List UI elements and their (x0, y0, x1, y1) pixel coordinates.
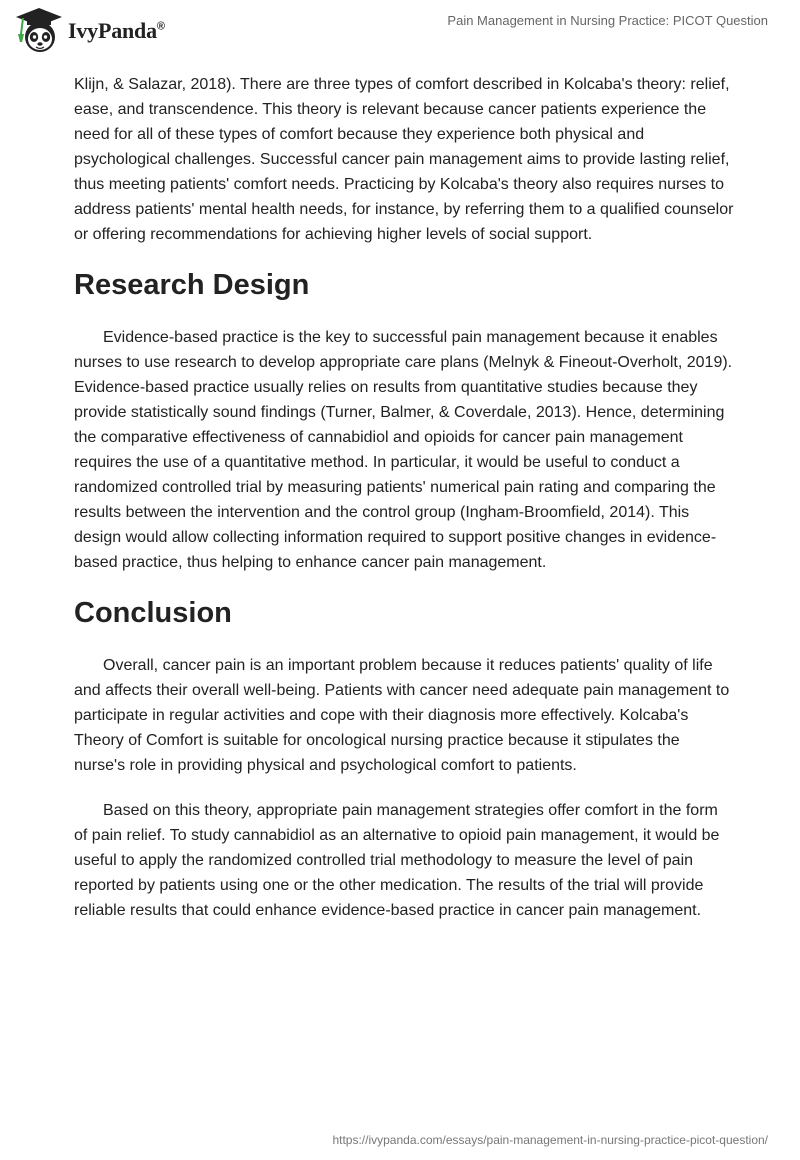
brand-name (68, 18, 165, 44)
page-header (0, 0, 800, 62)
conclusion-heading: Conclusion (74, 597, 232, 629)
document-title: Pain Management in Nursing Practice: PICOT Question (447, 13, 768, 28)
source-url[interactable]: https://ivypanda.com/essays/pain-management-in-nursing-practice-picot-question/ (332, 1133, 768, 1147)
ivypanda-logo[interactable] (14, 6, 165, 54)
conclusion-paragraph-2: Based on this theory, appropriate pain management strategies offer comfort in the form of pain relief. To study cannabidiol as an alternative to opioid pain management, it would be useful to apply the randomized controlled trial methodology to measure the level of pain reported by patients using one or the other medication. The results of the trial will provide reliable results that could enhance evidence-based practice in cancer pain management. (74, 802, 720, 919)
research-design-paragraph: Evidence-based practice is the key to successful pain management because it enables nurses to use research to develop appropriate care plans (Melnyk & Fineout-Overholt, 2019). Evidence-based practice usually relies on results from quantitative studies because they provide statistically sound findings (Turner, Balmer, & Coverdale, 2013). Hence, determining the comparative effectiveness of cannabidiol and opioids for cancer pain management requires the use of a quantitative method. In particular, it would be useful to conduct a randomized controlled trial by measuring patients' numerical pain rating and comparing the results between the intervention and the control group (Ingham-Broomfield, 2014). This design would allow collecting information required to support positive changes in evidence-based practice, thus helping to enhance cancer pain management. (74, 329, 733, 571)
brand-text: IvyPanda (68, 18, 157, 43)
conclusion-paragraph-1: Overall, cancer pain is an important problem because it reduces patients' quality of life and affects their overall well-being. Patients with cancer need adequate pain management to participate in regular activities and cope with their diagnosis more effectively. Kolcaba's Theory of Comfort is suitable for oncological nursing practice because it stipulates the nurse's role in providing physical and psychological comfort to patients. (74, 657, 730, 774)
intro-paragraph: Klijn, & Salazar, 2018). There are three types of comfort described in Kolcaba's theory: relief, ease, and transcendence. This theory is relevant because cancer patients experience the need for all of these types of comfort because they experience both physical and psychological challenges. Successful cancer pain management aims to provide lasting relief, thus meeting patients' comfort needs. Practicing by Kolcaba's theory also requires nurses to address patients' mental health needs, for instance, by referring them to a qualified counselor or offering recommendations for achieving higher levels of social support. (74, 76, 734, 243)
research-design-heading: Research Design (74, 269, 310, 301)
registered-mark: ® (156, 20, 165, 33)
panda-graduate-icon (14, 6, 64, 54)
essay-content (74, 72, 734, 943)
